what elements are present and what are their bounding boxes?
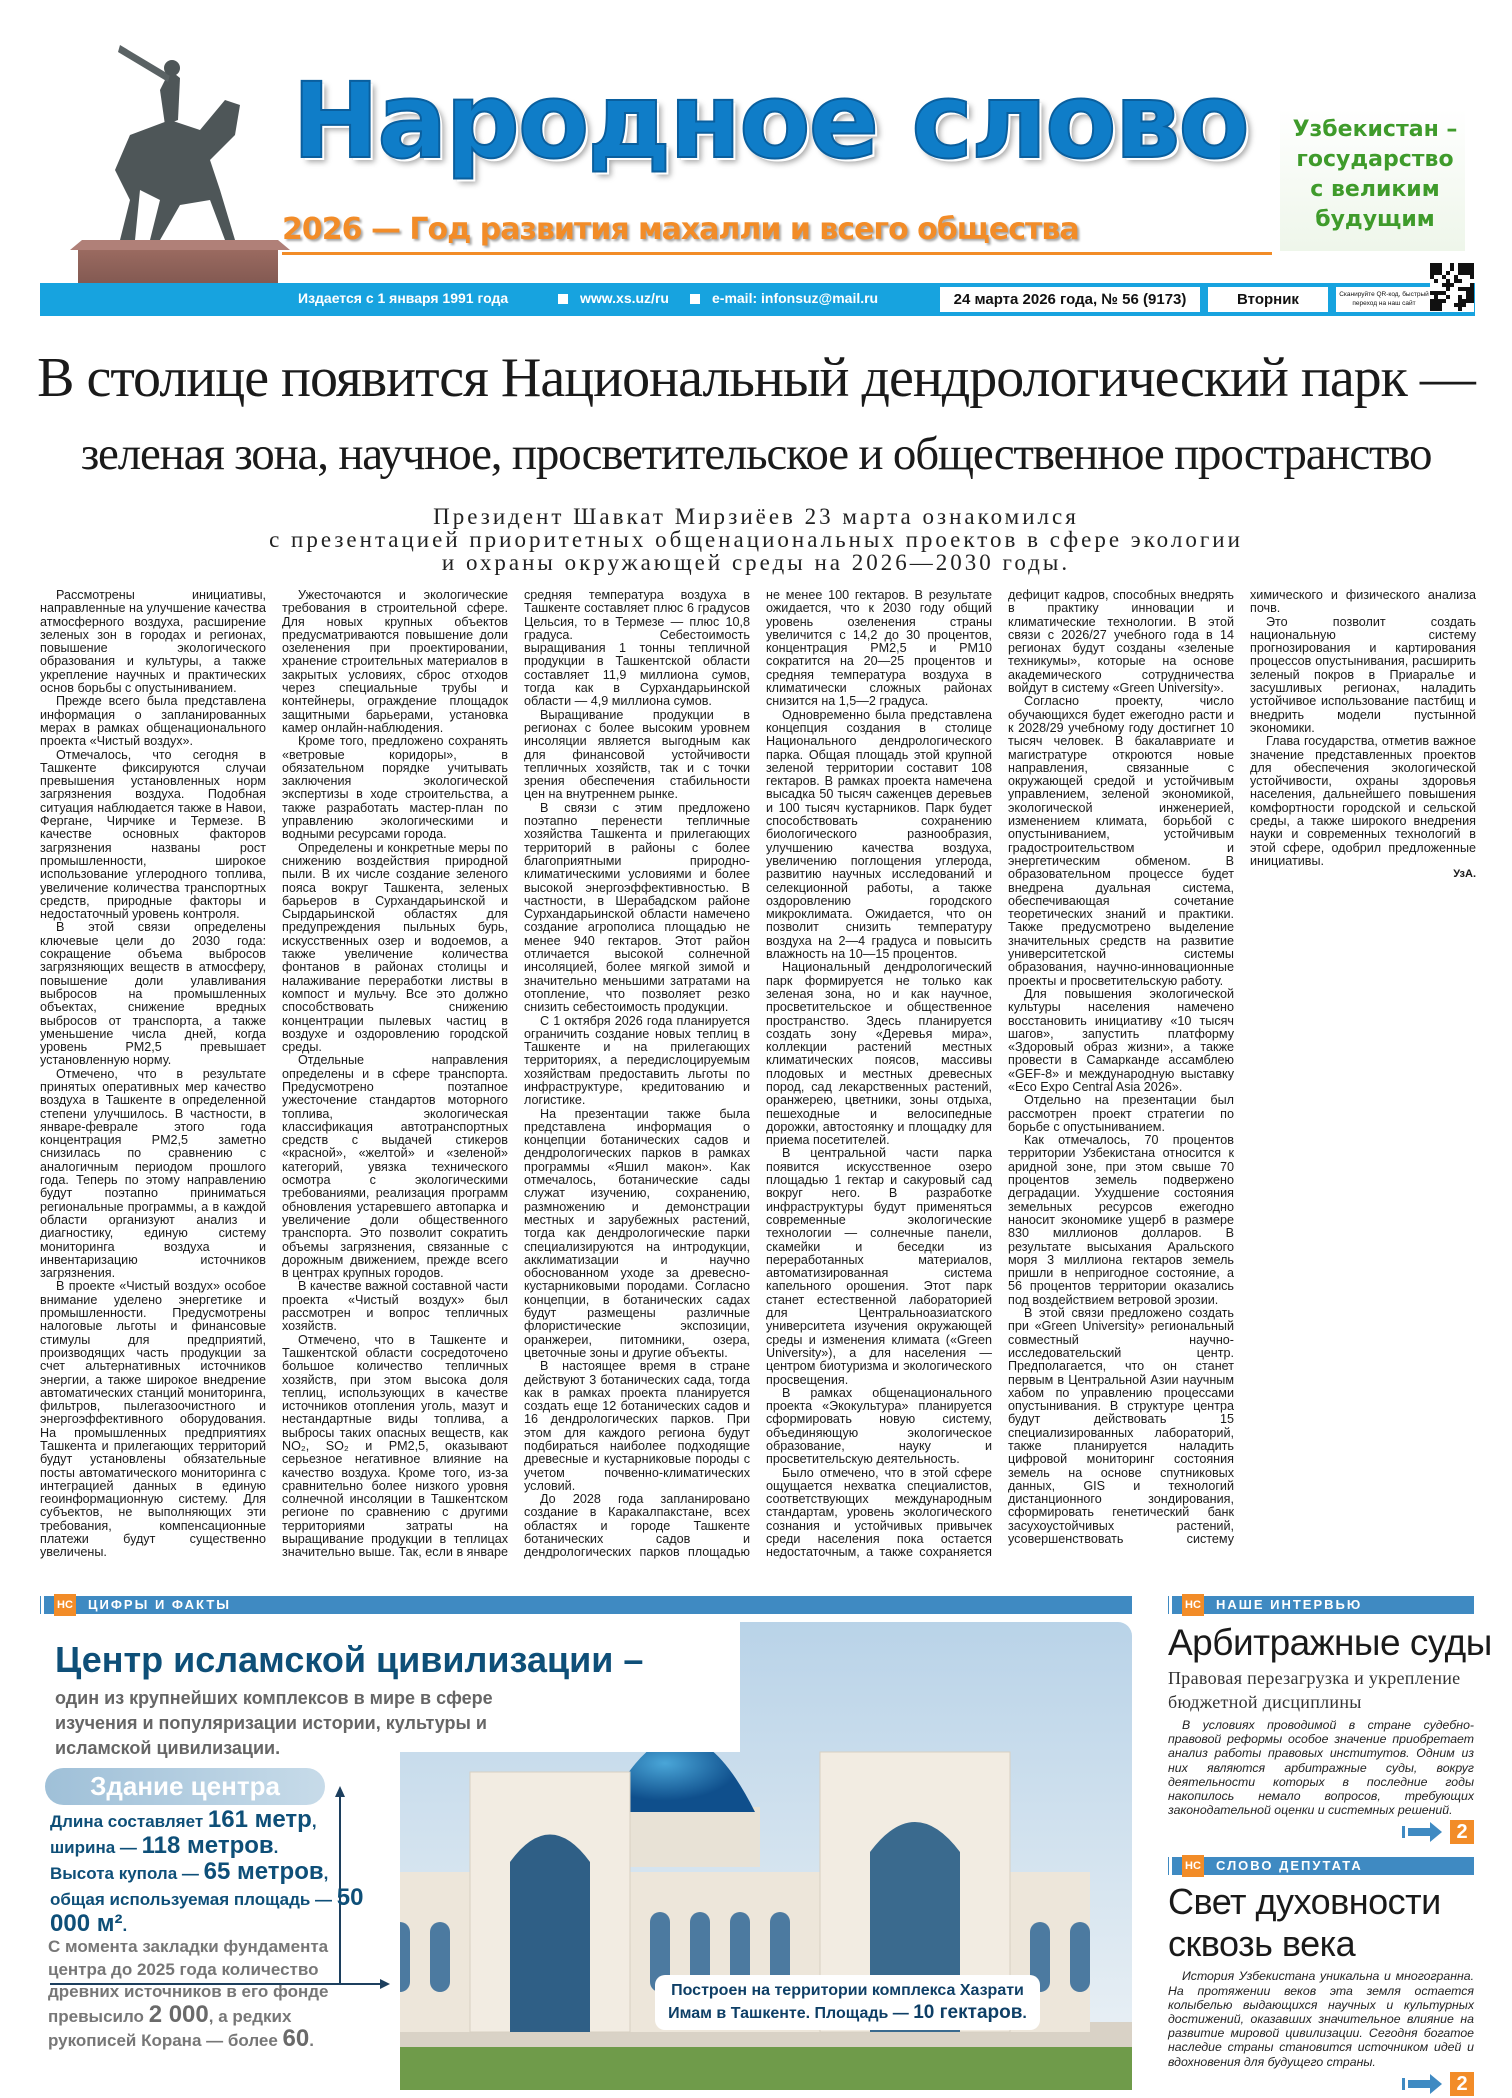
deputy-title-line: Свет духовности: [1168, 1881, 1441, 1923]
section-title: НАШЕ ИНТЕРВЬЮ: [1216, 1597, 1363, 1612]
right-column: [1168, 1596, 1492, 2097]
qr-module: [1442, 291, 1446, 295]
qr-module: [1462, 267, 1466, 271]
motto: [1290, 115, 1460, 235]
article-paragraph: Отдельные направления определены и в сфере транспорта. Предусмотрено поэтапное ужесточение стандартов моторного топлива, экологическая классификация автотранспортных средств с выдачей стикеров «красной», «желтой» и «зеленой» категорий, увязка технического осмотра с экологическими требованиями, реализация программ обновления устаревшего автопарка и увеличение доли общественного транспорта. Это позволит сократить объемы загрязнения, связанные с дорожным движением, прежде всего в центрах крупных городов.: [282, 1053, 508, 1281]
qr-module: [1458, 263, 1462, 267]
page-link[interactable]: 2: [1450, 1820, 1474, 1844]
lede-line: с презентацией приоритетных общенациональных проектов в сфере экологии: [269, 527, 1243, 552]
qr-module: [1470, 271, 1474, 275]
lede-line: Президент Шавкат Мирзиёев 23 марта ознакомился: [433, 504, 1079, 529]
amir-temur-statue-image: [60, 40, 300, 320]
qr-module: [1446, 271, 1450, 275]
qr-module: [1450, 263, 1454, 267]
qr-module: [1438, 303, 1442, 307]
qr-module: [1434, 303, 1438, 307]
fact-text: а редких рукописей Корана — более: [48, 2006, 292, 2050]
qr-module: [1466, 267, 1470, 271]
qr-module: [1430, 271, 1434, 275]
deputy-title[interactable]: [1168, 1881, 1474, 1965]
qr-code-icon[interactable]: [1430, 262, 1474, 312]
fact-value: 2 000: [148, 2000, 209, 2028]
manuscripts-fact: С момента закладки фундамента центра до 2025 года количество древних источников в его фонде превысило 2 000, а редких рукописей Корана — более 60.: [48, 1937, 329, 2052]
article-paragraph: В рамках общенационального проекта «Экокультура» планируется сформировать новую систему, объединяющую экологическое образование, науку и просветительскую деятельность.: [766, 1385, 992, 1467]
arrow-right-icon: [1402, 2071, 1446, 2097]
article-paragraph: Отдельно на презентации был рассмотрен проект стратегии по борьбе с опустыниванием.: [1008, 1093, 1234, 1134]
qr-module: [1462, 303, 1466, 307]
email-link[interactable]: e-mail: infonsuz@mail.ru: [712, 290, 879, 306]
deputy-title-line: сквозь века: [1168, 1923, 1356, 1965]
qr-module: [1430, 303, 1434, 307]
headline-line: В столице появится Национальный дендрологический парк —: [37, 347, 1475, 409]
qr-module: [1462, 287, 1466, 291]
continue-row: [1168, 2071, 1474, 2097]
qr-module: [1434, 307, 1438, 311]
article-lede: [120, 505, 1392, 574]
slogan-underline: [282, 252, 1272, 255]
qr-module: [1438, 299, 1442, 303]
page-link[interactable]: 2: [1450, 2072, 1474, 2096]
article-paragraph: Это позволит создать национальную систему прогнозирования и картирования процессов опустынивания, расширить зеленый покров в Приаралье и засушливых регионах, наладить устойчивое использование пастбищ и внедрить модели пустынной экономики.: [1250, 614, 1476, 735]
website-link[interactable]: www.xs.uz/ru: [580, 290, 669, 306]
section-title: ЦИФРЫ И ФАКТЫ: [88, 1597, 231, 1612]
ns-badge: НС: [1182, 1594, 1204, 1616]
year-slogan: 2026 — Год развития махалли и всего общества: [282, 212, 1079, 247]
qr-module: [1430, 263, 1434, 267]
fact-text: общая используемая площадь —: [50, 1890, 333, 1909]
article-paragraph: Для повышения экологической культуры населения намечено восстановить инициативу «10 тысяч шагов», запустить платформу «Здоровый образ жизни», а также провести в Самарканде ассамблею «GEF-8» и международную выставку «Eco Expo Central Asia 2026».: [1008, 986, 1234, 1094]
qr-module: [1458, 287, 1462, 291]
fact-value: 118 метров: [141, 1832, 274, 1859]
article-paragraph: Как отмечалось, 70 процентов территории Узбекистана относится к аридной зоне, при этом свыше 70 процентов земель подвержено деградации. Ухудшение состояния земельных ресурсов ежегодно наносит экономике ущерб в размере 830 миллионов долларов. В результате высыхания Аральского моря 3 миллиона гектаров земель пришли в непригодное состояние, а 56 процентов территории оказались под воздействием ветровой эрозии.: [1008, 1133, 1234, 1307]
qr-module: [1470, 275, 1474, 279]
qr-module: [1470, 283, 1474, 287]
ns-badge: НС: [54, 1594, 76, 1616]
article-paragraph: Прежде всего была представлена информация о запланированных мерах в рамках общенационального проекта «Чистый воздух».: [40, 694, 266, 749]
article-paragraph: Отмечено, что в результате принятых оперативных мер качество воздуха в Ташкенте в определенной степени улучшилось. В частности, в январе-феврале этого года концентрация PM2,5 заметно снизилась по сравнению с аналогичным периодом прошлого года. Теперь по этому направлению будут поэтапно приниматься региональные программы, а в каждой области организуют анализ и диагностику, единую систему мониторинга воздуха и инвентаризацию источников загрязнения.: [40, 1066, 266, 1281]
qr-module: [1458, 307, 1462, 311]
article-paragraph: Определены и конкретные меры по снижению воздействия природной пыли. В их числе создание зеленого пояса вокруг Ташкента, зеленых барьеров в Сурхандарьинской и Сырдарьинской областях для предупреждения пыльных бурь, искусственных озер и водоемов, а также увеличение количества фонтанов в районах столицы и налаживание переработки листвы в компост и мульчу. Все это должно способствовать снижению концентрации пылевых частиц в воздухе и оздоровлению городской среды.: [282, 840, 508, 1055]
article-paragraph: Отмечалось, что сегодня в Ташкенте фиксируются случаи превышения установленных норм загрязнения воздуха. Подобная ситуация наблюдается также в Навои, Фергане, Чирчике и Термезе. В качестве основных факторов загрязнения названы рост промышленности, широкое использование углеродного топлива, увеличение количества транспортных средств, природные факторы и недостаточный уровень контроля.: [40, 747, 266, 922]
qr-module: [1466, 287, 1470, 291]
qr-module: [1470, 291, 1474, 295]
article-paragraph: Одновременно была представлена концепция создания в столице Национального дендрологического парка. Общая площадь этой крупной зеленой территории составит 108 гектаров. В рамках проекта намечена высадка 50 тысяч саженцев деревьев и 100 тысяч кустарников. Парк будет способствовать сохранению биологического разнообразия, улучшению качества воздуха, увеличению поглощения углерода, развитию научных исследований и селекционной работы, а также оздоровлению городского микроклимата. Ожидается, что он позволит снизить температуру воздуха на 2—4 градуса и повысить влажность на 10—15 процентов.: [766, 707, 992, 962]
qr-module: [1434, 263, 1438, 267]
qr-module: [1438, 307, 1442, 311]
article-body: [40, 589, 1476, 1561]
qr-module: [1466, 295, 1470, 299]
section-bar-facts: [40, 1596, 1132, 1614]
motto-line: государство: [1296, 147, 1454, 172]
qr-module: [1442, 299, 1446, 303]
qr-module: [1458, 267, 1462, 271]
caption-value: 10 гектаров: [913, 2002, 1023, 2023]
fact-text: ширина —: [50, 1838, 137, 1857]
interview-subtitle: Правовая перезагрузка и укрепление бюджетной дисциплины: [1168, 1668, 1461, 1712]
qr-module: [1462, 299, 1466, 303]
fact-text: С момента закладки фундамента центра до 2025 года количество древних источников в его фонде превысило: [48, 1937, 329, 2026]
qr-module: [1458, 299, 1462, 303]
caption-text: Построен на территории комплекса Хазрати Имам в Ташкенте. Площадь —: [668, 1982, 1024, 2022]
qr-module: [1430, 275, 1434, 279]
qr-module: [1430, 307, 1434, 311]
qr-module: [1454, 303, 1458, 307]
building-facts: Длина составляет 161 метр, ширина — 118 метров. Высота купола — 65 метров, общая используемая площадь — 50 000 м².: [50, 1806, 364, 1937]
article-paragraph: Кроме того, предложено сохранять «ветровые коридоры», в обязательном порядке учитывать заключения экологической экспертизы в ходе строительства, а также разработать мастер-план по управлению экологическими и водными ресурсами города.: [282, 734, 508, 842]
section-bar-deputy: [1168, 1857, 1474, 1875]
article-paragraph: В связи с этим предложено поэтапно перенести тепличные хозяйства Ташкента и прилегающих территорий в районы с более благоприятными природно-климатическими условиями и более высокой энергоэффективностью. В частности, в Шерабадском районе Сурхандарьинской области намечено создание агрополиса площадью не менее 940 гектаров. Этот район отличается высокой солнечной инсоляцией, более мягкой зимой и значительно меньшими затратами на отопление, что позволяет резко снизить себестоимость продукции.: [524, 800, 750, 1015]
headline-line: зеленая зона, научное, просветительское и общественное пространство: [80, 428, 1432, 480]
qr-module: [1454, 279, 1458, 283]
article-source: УзА.: [1453, 868, 1476, 881]
qr-module: [1470, 299, 1474, 303]
newspaper-title-text: Народное слово: [292, 60, 1248, 182]
fact-value: 60: [282, 2025, 310, 2052]
info-bar: [40, 283, 1475, 316]
section-title: СЛОВО ДЕПУТАТА: [1216, 1858, 1363, 1874]
qr-module: [1466, 291, 1470, 295]
qr-module: [1470, 287, 1474, 291]
interview-title[interactable]: Арбитражные суды: [1168, 1622, 1492, 1663]
qr-module: [1446, 279, 1450, 283]
qr-module: [1430, 291, 1434, 295]
qr-module: [1438, 291, 1442, 295]
article-paragraph: В настоящее время в стране действуют 3 ботанических сада, тогда как в рамках проекта планируется создать еще 12 ботанических садов и 16 дендрологических парков. При этом для каждого региона будут подбираться наиболее подходящие древесные и кустарниковые породы с учетом почвенно-климатических условий.: [524, 1359, 750, 1493]
qr-module: [1470, 267, 1474, 271]
arrow-right-icon: [1402, 1819, 1446, 1845]
issue-date: 24 марта 2026 года, № 56 (9173): [940, 287, 1200, 312]
fact-value: 161 метр: [207, 1806, 312, 1833]
article-paragraph: В качестве важной составной части проекта «Чистый воздух» был рассмотрен и вопрос тепличных хозяйств.: [282, 1279, 508, 1334]
fact-value: 65 метров: [203, 1858, 324, 1885]
interview-teaser: В условиях проводимой в стране судебно-правовой реформы особое значение приобретает анализ работы правовых институтов. Одним из них являются арбитражные суды, вокруг деятельности которых в последние годы накопилось немало вопросов, требующих законодательной оценки и системных решений.: [1168, 1718, 1474, 1818]
qr-module: [1458, 279, 1462, 283]
article-paragraph: Отмечено, что в Ташкенте и Ташкентской области сосредоточено большое количество тепличных хозяйств, при этом высока доля теплиц, использующих в качестве источников отопления уголь, мазут и нестандартные виды топлива, а выбросы таких опасных веществ, как NO₂, SO₂ и PM2,5, оказывают серьезное негативное влияние на качество воздуха. Кроме того, из-за сравнительно более низкого уровня солнечной инсоляции в Ташкентском регионе по сравнению с другими территориями затраты на выращивание продукции в теплицах значительно выше. Так, если в январе средняя температура воздуха в Ташкенте составляет плюс 6 градусов Цельсия, то в Термезе — плюс 10,8 градуса. Себестоимость выращивания 1 тонны тепличной продукции в Ташкентской области составляет 11,9 миллиона сумов, тогда как в Сурхандарьинской области — 4,9 миллиона сумов.: [282, 588, 750, 1560]
bullet-icon: [558, 294, 568, 304]
article-paragraph: Рассмотрены инициативы, направленные на улучшение качества атмосферного воздуха, расширение зеленых зон в городах и регионах, повышение экологического образования и культуры, а также укрепление научных и практических основ борьбы с опустыниванием.: [40, 588, 266, 696]
building-label: Здание центра: [45, 1768, 325, 1805]
qr-module: [1446, 295, 1450, 299]
article-paragraph: Национальный дендрологический парк формируется не только как зеленая зона, но и как научное, просветительское и общественное пространство. Здесь планируется создать зону «Деревья мира», коллекции растений местных климатических поясов, массивы плодовых и местных древесных пород, сад лекарственных растений, оранжерею, цветники, зоны отдыха, пешеходные и велосипедные дорожки, автостоянку и площадку для приема посетителей.: [766, 960, 992, 1148]
qr-module: [1466, 271, 1470, 275]
qr-module: [1446, 287, 1450, 291]
qr-module: [1434, 271, 1438, 275]
article-headline: [30, 340, 1482, 492]
fact-text: Длина составляет: [50, 1812, 204, 1831]
qr-module: [1434, 279, 1438, 283]
newspaper-title: [270, 60, 1270, 210]
qr-module: [1442, 275, 1446, 279]
fact-value: 50 000 м²: [50, 1884, 364, 1937]
qr-module: [1438, 271, 1442, 275]
qr-module: [1470, 263, 1474, 267]
qr-module: [1454, 275, 1458, 279]
motto-line: будущим: [1315, 207, 1435, 232]
article-paragraph: С 1 октября 2026 года планируется ограничить создание новых теплиц в Ташкенте и на прилегающих территориях, а передислоцируемым хозяйствам предоставить льготы по инфраструктуре, кредитованию и логистике.: [524, 1013, 750, 1108]
fact-text: Высота купола —: [50, 1864, 199, 1883]
article-paragraph: В проекте «Чистый воздух» особое внимание уделено энергетике и промышленности. Предусмотрены налоговые льготы и финансовые стимулы для предприятий, производящих часть продукции за счет альтернативных источников энергии, а также широкое внедрение автоматических станций мониторинга, фильтров, пылегазоочистного и энергоэффективного оборудования. На промышленных предприятиях Ташкента и прилегающих территорий будут установлены обязательные посты автоматического мониторинга с интеграцией данных в единую геоинформационную систему. Для субъектов, не выполняющих эти требования, компенсационные платежи будут существенно увеличены.: [40, 1279, 266, 1560]
qr-module: [1450, 267, 1454, 271]
article-paragraph: До 2028 года запланировано создание в Каракалпакстане, всех областях и городе Ташкенте ботанических садов и дендрологических парков площадью не менее 100 гектаров. В результате ожидается, что к 2030 году общий уровень озеленения страны увеличится с 14,2 до 30 процентов, концентрация PM2,5 и PM10 сократится на 20—25 процентов и средняя температура воздуха в климатически сложных районах снизится на 1,5—2 градуса.: [524, 588, 992, 1560]
ns-badge: НС: [1182, 1855, 1204, 1877]
qr-module: [1434, 299, 1438, 303]
lede-line: и охраны окружающей среды на 2026—2030 годы.: [441, 550, 1071, 575]
qr-hint: Сканируйте QR-код, быстрый переход на наш сайт: [1336, 287, 1432, 312]
motto-line: Узбекистан –: [1292, 117, 1458, 142]
article-paragraph: Выращивание продукции в регионах с более высоким уровнем инсоляции является выгодным как для финансовой устойчивости тепличных хозяйств, так и с точки зрения обеспечения стабильности цен на внутреннем рынке.: [524, 707, 750, 802]
qr-module: [1458, 271, 1462, 275]
qr-module: [1470, 295, 1474, 299]
qr-module: [1434, 295, 1438, 299]
qr-module: [1438, 263, 1442, 267]
continue-row: [1168, 1819, 1474, 1845]
qr-module: [1434, 291, 1438, 295]
bullet-icon: [690, 294, 700, 304]
since-text: Издается с 1 января 1991 года: [298, 290, 509, 306]
article-paragraph: В этой связи определены ключевые цели до 2030 года: сокращение объема выбросов загрязняющих веществ в атмосферу, повышение доли улавливания выбросов на промышленных объектах, снижение вредных выбросов от транспорта, а также уменьшение числа дней, когда уровень PM2,5 превышает установленную норму.: [40, 920, 266, 1068]
qr-module: [1462, 271, 1466, 275]
article-paragraph: В центральной части парка появится искусственное озеро площадью 1 гектар и сакуровый сад вокруг него. В разработке инфраструктуры будут применяться современные экологические технологии — солнечные панели, скамейки и беседки из переработанных материалов, автоматизированная система капельного орошения. Этот парк станет естественной лабораторией для Центральноазиатского университета изучения окружающей среды и изменения климата («Green University»), а для населения — центром биотуризма и экологического просвещения.: [766, 1146, 992, 1387]
facts-title: Центр исламской цивилизации –: [55, 1639, 644, 1680]
article-paragraph: Было отмечено, что в этой сфере ощущается нехватка специалистов, соответствующих международным стандартам, уровень экологического сознания и устойчивых привычек среди населения пока остается недостаточным, а также сохраняется дефицит кадров, способных внедрять в практику инновации и климатические технологии. В этой связи с 2026/27 учебного года в 14 регионах будут созданы «зеленые техникумы», которые на основе академического сотрудничества войдут в систему «Green University».: [766, 588, 1234, 1560]
facts-subtitle: один из крупнейших комплексов в мире в сфере изучения и популяризации истории, культуры и исламской цивилизации.: [55, 1688, 493, 1758]
qr-module: [1462, 263, 1466, 267]
qr-module: [1434, 267, 1438, 271]
article-paragraph: Согласно проекту, число обучающихся будет ежегодно расти и к 2028/29 учебному году достигнет 10 тысяч человек. В бакалавриате и магистратуре откроются новые направления, связанные с окружающей средой и устойчивым управлением, зеленой экономикой, экологической инженерией, изменением климата, борьбой с опустыниванием, устойчивым градостроительством и энергетическим обменом. В образовательном процессе будет внедрена дуальная система, обеспечивающая сочетание теоретических знаний и практики. Также предусмотрено выделение значительных средств на развитие университетской системы образования, научно-инновационные проекты и просветительскую работу.: [1008, 694, 1234, 988]
section-bar-interview: [1168, 1596, 1474, 1614]
qr-module: [1466, 299, 1470, 303]
qr-module: [1458, 303, 1462, 307]
qr-module: [1466, 263, 1470, 267]
photo-caption: Построен на территории комплекса Хазрати Имам в Ташкенте. Площадь — 10 гектаров.: [655, 1975, 1040, 2030]
deputy-teaser: История Узбекистана уникальна и многогранна. На протяжении веков эта земля остается колыбелью выдающихся научных и культурных достижений, оказавших значительное влияние на развитие мировой цивилизации. Сегодня богатое наследие страны становится источником идей и вдохновения для будущего страны.: [1168, 1969, 1474, 2069]
article-paragraph: Глава государства, отметив важное значение представленных проектов для обеспечения экологической устойчивости, охраны здоровья населения, дальнейшего повышения комфортности городской и сельской среды, а также широкого внедрения науки и современных технологий в этой сфере, одобрил предложенные инициативы.: [1250, 734, 1476, 868]
weekday: Вторник: [1208, 287, 1328, 312]
article-paragraph: В этой связи предложено создать при «Green University» региональный совместный научно-исследовательский центр. Предполагается, что он станет первым в Центральной Азии научным хабом по управлению процессами опустынивания. В структуре центра будут действовать 15 специализированных лабораторий, также планируется наладить цифровой мониторинг состояния земель на основе спутниковых данных, GIS и технологий дистанционного зондирования, сформировать генетический банк засухоустойчивых растений, усовершенствовать систему химического и физического анализа почв.: [1008, 588, 1476, 1547]
article-paragraph: На презентации также была представлена информация о концепции ботанических садов и дендрологических парков в рамках программы «Яшил макон». Как отмечалось, ботанические сады служат изучению, сохранению, размножению и демонстрации местных и зарубежных растений, тогда как дендрологические парки специализируются на интродукции, акклиматизации и научно обоснованном уходе за древесно-кустарниковыми породами. Согласно концепции, в ботанических садах будут размещены различные флористические экспозиции, оранжереи, питомники, озера, цветочные зоны и другие объекты.: [524, 1106, 750, 1360]
qr-module: [1446, 283, 1450, 287]
qr-module: [1430, 299, 1434, 303]
qr-module: [1450, 283, 1454, 287]
article-paragraph: Ужесточаются и экологические требования в строительной сфере. Для новых крупных объектов предусматриваются повышение доли озеленения при проектировании, хранение строительных материалов в закрытых условиях, сброс отходов через специальные трубы и контейнеры, ограждение площадок защитными барьерами, установка камер онлайн-наблюдения.: [282, 588, 508, 735]
qr-module: [1458, 295, 1462, 299]
qr-module: [1430, 267, 1434, 271]
motto-line: с великим: [1310, 177, 1440, 202]
qr-module: [1442, 283, 1446, 287]
qr-module: [1438, 267, 1442, 271]
